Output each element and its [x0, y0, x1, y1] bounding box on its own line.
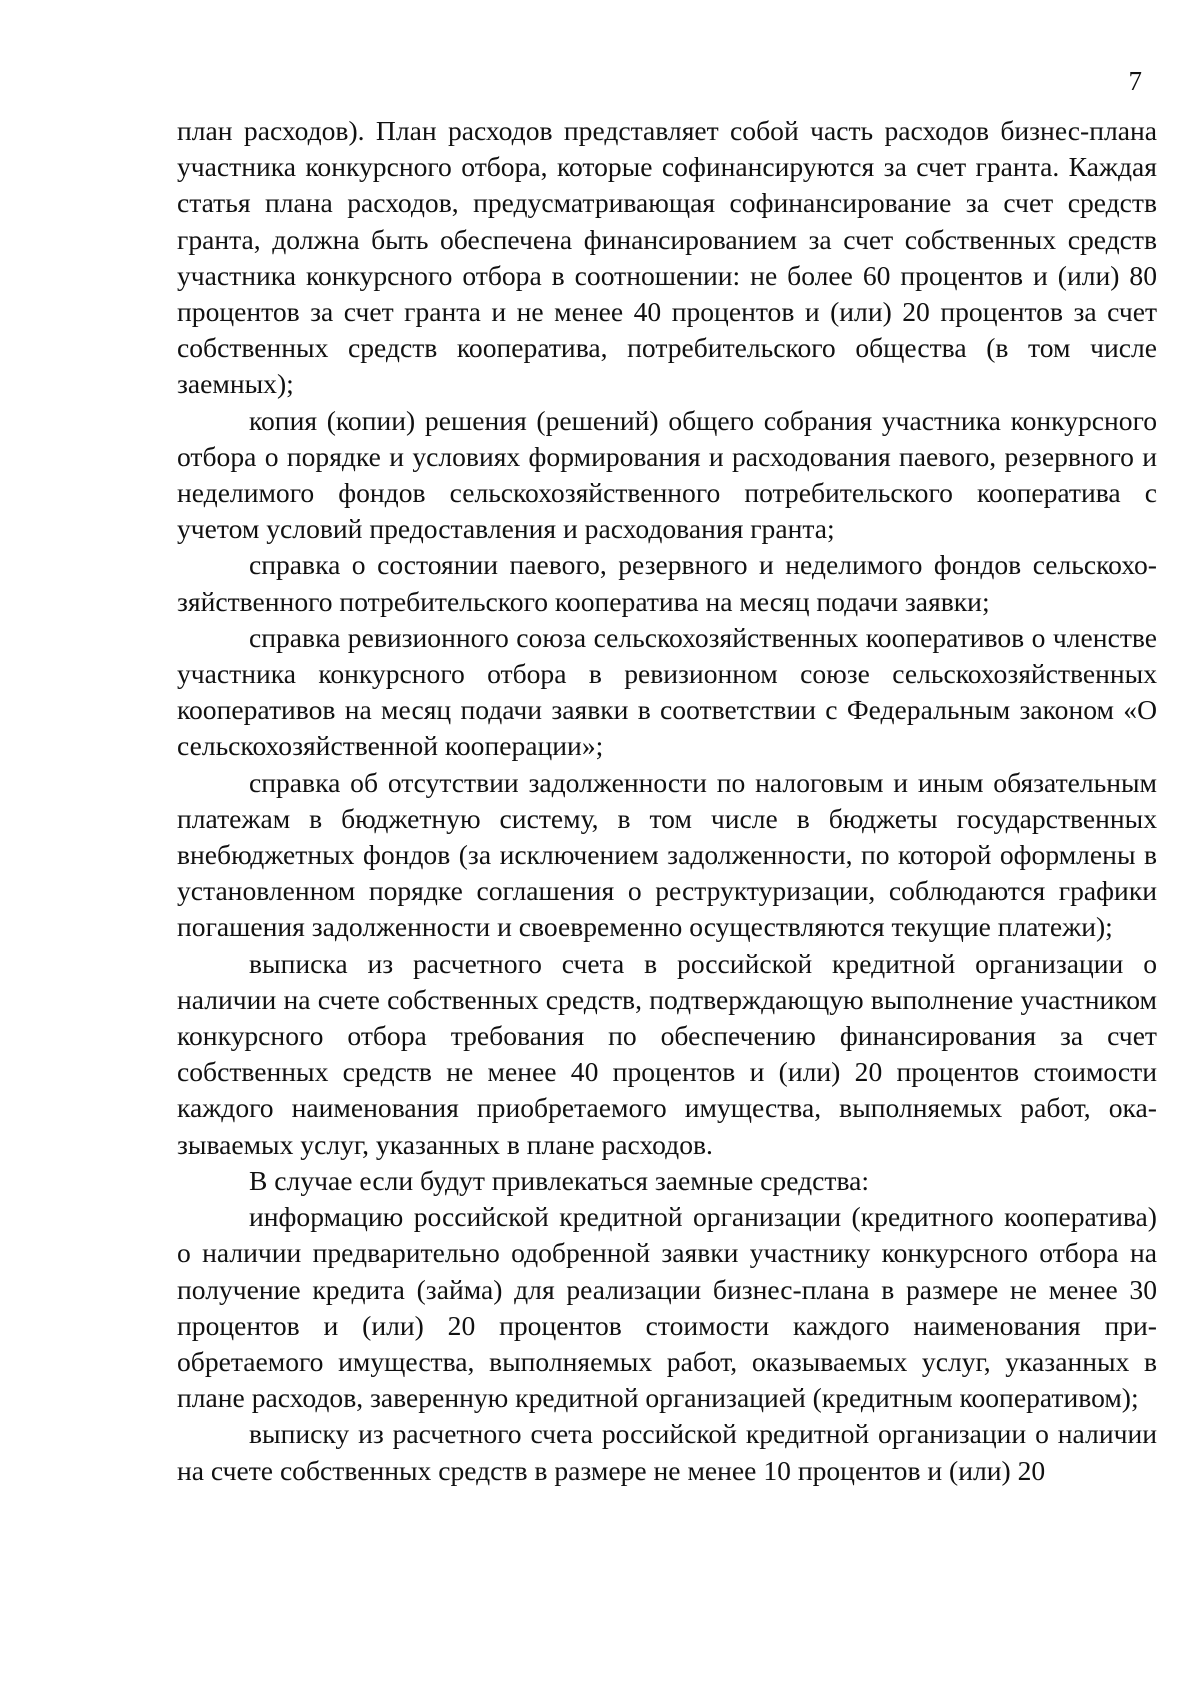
- paragraph-expense-plan: план расходов). План расходов представляет собой часть расходов бизнес-плана участника конкурсного отбора, которые софинансируются за счет гранта. Каждая статья плана расходов, предусматривающая софинансирование за счет средств гранта, должна быть обеспечена финансированием за счет собственных средств участника конкурсного отбора в соотношении: не более 60 процентов и (или) 80 процентов за счет гранта и не менее 40 процентов и (или) 20 процентов за счет собственных средств кооператива, потребительского общества (в том числе заемных);: [177, 115, 1157, 400]
- paragraph-meeting-decision-copy: копия (копии) решения (решений) общего собрания участника конкурсного отбора о порядке и условиях формирования и расходования паевого, резервного и неделимого фондов сельскохозяйственного потребительского кооператива с учетом условий предоставления и расходования гранта;: [177, 404, 1157, 545]
- paragraph-no-debt-certificate: справка об отсутствии задолженности по налоговым и иным обязательным платежам в бюджетную систему, в том числе в бюджеты государственных внебюджетных фондов (за исключением задолженности, по которой оформлены в установленном порядке соглашения о реструктуризации, соблюдаются графики погашения задолженности и своевременно осуществляются текущие платежи);: [177, 766, 1157, 943]
- document-body: [177, 113, 1157, 1489]
- paragraph-account-statement: выписка из расчетного счета в российской кредитной организации о наличии на счете собственных средств, подтверждающую выполнение участником конкурсного отбора требования по обеспечению финансирования за счет собственных средств не менее 40 процентов и (или) 20 процентов стоимости каждого наименования приобретаемого имущества, выполняемых работ, оказываемых услуг, указанных в плане расходов.: [177, 947, 1157, 1160]
- page-number: 7: [1128, 66, 1142, 96]
- paragraph-credit-info: информацию российской кредитной организации (кредитного кооператива) о наличии предварительно одобренной заявки участнику конкурсного отбора на получение кредита (займа) для реализации бизнес-плана в размере не менее 30 процентов и (или) 20 процентов стоимости каждого наименования приобретаемого имущества, выполняемых работ, оказываемых услуг, указанных в плане расходов, заверенную кредитной организацией (кредитным кооперативом);: [177, 1201, 1157, 1414]
- paragraph-funds-status-certificate: справка о состоянии паевого, резервного и неделимого фондов сельскохозяйственного потребительского кооператива на месяц подачи заявки;: [177, 549, 1157, 617]
- paragraph-borrowed-funds-intro: В случае если будут привлекаться заемные средства:: [249, 1164, 870, 1196]
- paragraph-account-extract: выписку из расчетного счета российской кредитной организации о наличии на счете собственных средств в размере не менее 10 процентов и (или) 20: [177, 1418, 1157, 1486]
- paragraph-audit-union-certificate: справка ревизионного союза сельскохозяйственных кооперативов о членстве участника конкурсного отбора в ревизионном союзе сельскохозяйственных кооперативов на месяц подачи заявки в соответствии с Федеральным законом «О сельскохозяйственной кооперации»;: [177, 621, 1157, 762]
